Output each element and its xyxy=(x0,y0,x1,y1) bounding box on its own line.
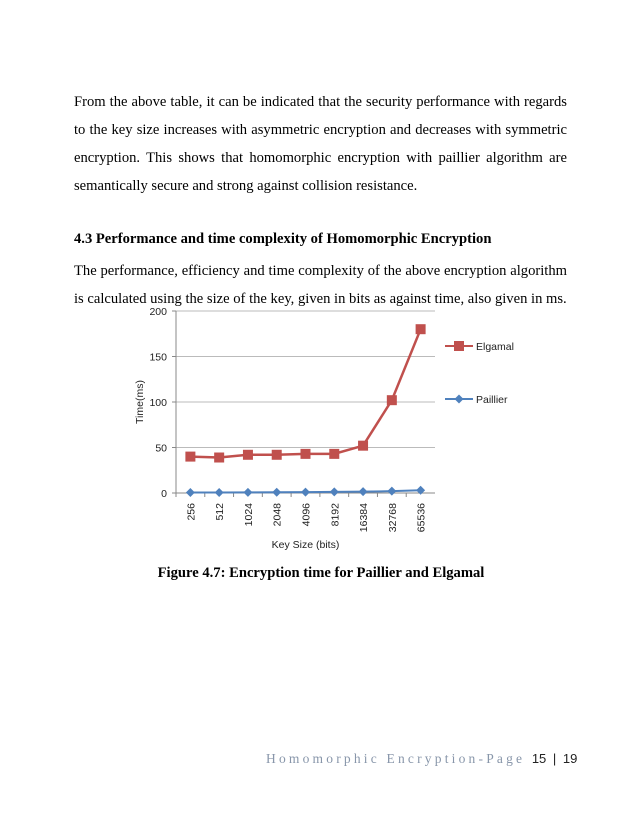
legend-label-elgamal: Elgamal xyxy=(476,341,514,353)
encryption-time-chart xyxy=(130,300,530,560)
y-tick-label: 150 xyxy=(149,351,167,364)
data-point-paillier xyxy=(359,487,368,496)
data-point-elgamal xyxy=(301,449,311,459)
x-tick-label: 32768 xyxy=(386,503,399,533)
footer-page-number: 15 xyxy=(531,751,547,766)
y-tick-label: 0 xyxy=(161,488,167,500)
x-tick-label: 16384 xyxy=(358,503,371,533)
data-point-elgamal xyxy=(387,395,397,405)
section-heading: 4.3 Performance and time complexity of Homomorphic Encryption xyxy=(74,231,492,247)
x-axis-label: Key Size (bits) xyxy=(271,539,340,551)
data-point-elgamal xyxy=(185,452,195,462)
y-tick-label: 200 xyxy=(149,306,167,318)
y-axis-label: Time(ms) xyxy=(134,380,146,424)
x-tick-label: 512 xyxy=(214,503,227,521)
legend-marker-elgamal xyxy=(454,341,464,351)
footer-total-pages: 19 xyxy=(562,751,578,766)
data-point-elgamal xyxy=(329,449,339,459)
data-point-paillier xyxy=(215,488,224,497)
y-tick-label: 50 xyxy=(155,442,167,455)
data-point-paillier xyxy=(301,488,310,497)
legend-marker-paillier xyxy=(455,395,464,404)
data-point-elgamal xyxy=(214,453,224,463)
page-footer xyxy=(266,751,577,767)
data-point-paillier xyxy=(272,488,281,497)
legend-label-paillier: Paillier xyxy=(476,394,508,406)
x-tick-label: 8192 xyxy=(329,503,342,527)
method-paragraph: The performance, efficiency and time complexity of the above encryption algorithm is calculated using the size of the key, given in bits as against time, also given in ms. xyxy=(74,263,567,307)
y-tick-label: 100 xyxy=(149,397,167,409)
data-point-paillier xyxy=(330,487,339,496)
x-tick-label: 1024 xyxy=(242,503,255,527)
data-point-paillier xyxy=(243,488,252,497)
x-tick-label: 2048 xyxy=(271,503,284,527)
data-point-elgamal xyxy=(272,450,282,460)
data-point-elgamal xyxy=(243,450,253,460)
x-tick-label: 4096 xyxy=(300,503,313,527)
data-point-paillier xyxy=(387,487,396,496)
footer-label: Homomorphic Encryption-Page xyxy=(266,751,526,766)
data-point-elgamal xyxy=(416,324,426,334)
data-point-elgamal xyxy=(358,441,368,451)
intro-paragraph: From the above table, it can be indicated that the security performance with regards to the key size increases with asymmetric encryption and decreases with symmetric encryption. This shows that homomorphic encryption with paillier algorithm are semantically secure and strong against collision resistance. xyxy=(74,94,567,194)
series-line-elgamal xyxy=(190,329,420,457)
x-tick-label: 256 xyxy=(185,503,198,521)
x-tick-label: 65536 xyxy=(415,503,428,533)
figure-caption: Figure 4.7: Encryption time for Paillier and Elgamal xyxy=(157,565,485,581)
footer-separator: | xyxy=(552,751,557,766)
data-point-paillier xyxy=(186,488,195,497)
